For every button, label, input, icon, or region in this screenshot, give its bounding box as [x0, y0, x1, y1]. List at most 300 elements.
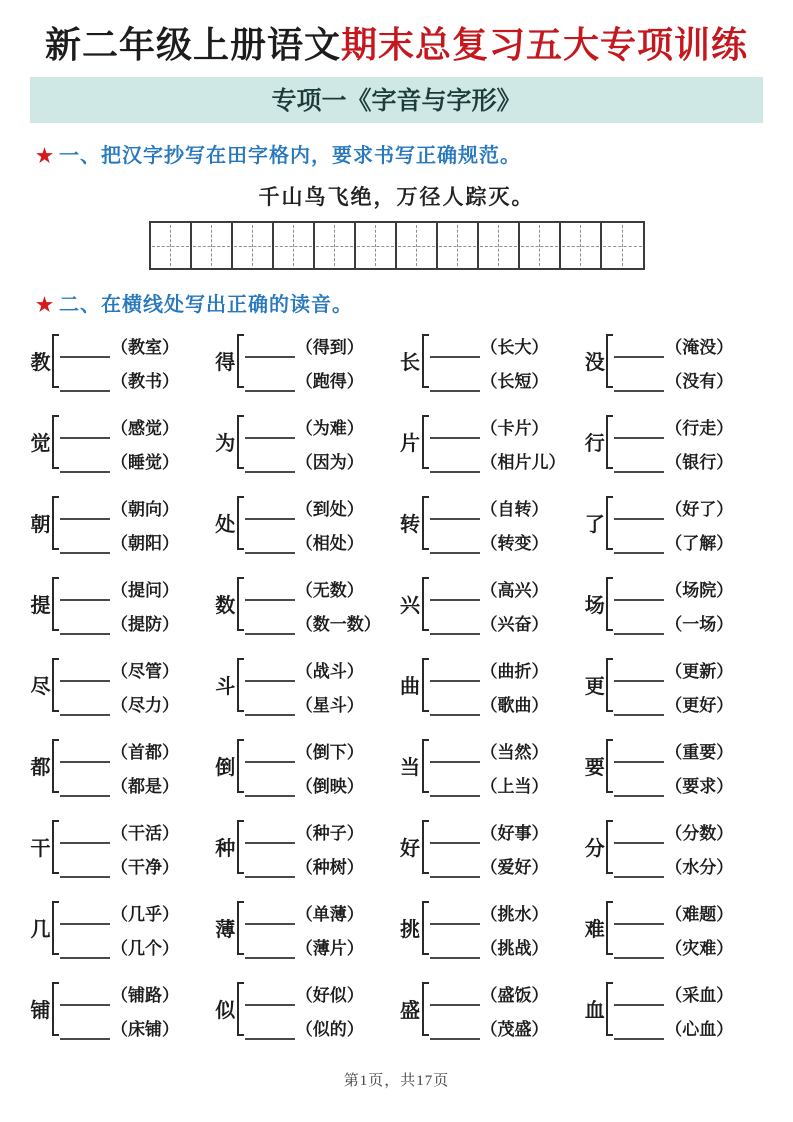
- group-character: 斗: [215, 676, 236, 699]
- bracket-shape: [52, 901, 59, 955]
- group-character: 分: [584, 838, 605, 861]
- word-label: （长大）: [480, 337, 549, 357]
- answer-blank: [245, 329, 295, 358]
- word-label: （了解）: [665, 533, 734, 553]
- word-label: （要求）: [665, 776, 734, 796]
- word-pairs: [245, 734, 364, 797]
- bracket-shape: [52, 577, 59, 631]
- word-group: [584, 973, 769, 1044]
- word-label: （几乎）: [111, 904, 179, 924]
- word-pair-row: [245, 653, 364, 682]
- answer-blank: [614, 653, 664, 682]
- word-label: （到处）: [295, 499, 364, 519]
- word-pairs: [245, 572, 381, 635]
- group-character: 转: [400, 514, 420, 537]
- bracket-shape: [237, 901, 244, 955]
- word-pair-row: [614, 363, 733, 392]
- word-label: （教室）: [111, 337, 179, 357]
- word-pair-row: [430, 930, 549, 959]
- group-character: 行: [584, 433, 605, 456]
- bracket-shape: [422, 820, 429, 874]
- word-pair-row: [245, 977, 364, 1006]
- answer-blank: [60, 1011, 110, 1040]
- word-label: （星斗）: [295, 695, 364, 715]
- dashed-horizontal-guide: [193, 246, 230, 247]
- word-pair-row: [245, 525, 364, 554]
- word-pairs: [245, 491, 364, 554]
- word-pair-row: [614, 606, 733, 635]
- bracket-shape: [422, 496, 429, 550]
- word-group: [30, 406, 215, 477]
- answer-blank: [614, 491, 664, 520]
- answer-blank: [614, 930, 664, 959]
- word-pair-row: [430, 525, 549, 554]
- word-pair-row: [60, 329, 179, 358]
- word-label: （自转）: [480, 499, 549, 519]
- word-label: （教书）: [111, 371, 179, 391]
- section2-heading-text: 二、在横线处写出正确的读音。: [59, 294, 354, 317]
- word-label: （高兴）: [480, 580, 549, 600]
- answer-blank: [60, 363, 110, 392]
- bracket-shape: [237, 820, 244, 874]
- answer-blank: [60, 606, 110, 635]
- writing-grid-cell: [438, 223, 479, 268]
- word-pair-row: [614, 687, 733, 716]
- word-group: [30, 811, 215, 882]
- word-label: （倒下）: [295, 742, 364, 762]
- group-character: 倒: [215, 757, 236, 780]
- writing-grid-cell: [356, 223, 397, 268]
- word-label: （上当）: [480, 776, 549, 796]
- word-pairs: [614, 572, 733, 635]
- answer-blank: [430, 734, 480, 763]
- group-character: 更: [584, 676, 605, 699]
- word-pair-row: [614, 734, 733, 763]
- word-pair-row: [614, 896, 733, 925]
- answer-blank: [430, 815, 480, 844]
- word-pairs: [60, 815, 179, 878]
- word-group: [400, 649, 585, 720]
- word-group: [584, 892, 769, 963]
- section2-heading: [36, 288, 793, 317]
- word-pairs: [614, 491, 733, 554]
- group-character: 挑: [400, 919, 420, 942]
- section1-heading: [36, 139, 793, 168]
- word-label: （似的）: [295, 1019, 364, 1039]
- group-character: 提: [30, 595, 51, 618]
- answer-blank: [430, 653, 480, 682]
- group-character: 几: [30, 919, 51, 942]
- word-pair-row: [245, 606, 381, 635]
- word-pair-row: [245, 329, 364, 358]
- group-character: 朝: [30, 514, 51, 537]
- word-label: （更新）: [665, 661, 734, 681]
- word-pair-row: [245, 491, 364, 520]
- group-character: 铺: [30, 1000, 51, 1023]
- word-pair-row: [60, 815, 179, 844]
- word-group: [584, 406, 769, 477]
- group-character: 要: [584, 757, 605, 780]
- word-label: （灾难）: [665, 938, 734, 958]
- word-group: [215, 568, 400, 639]
- word-group: [400, 730, 585, 801]
- word-group: [584, 325, 769, 396]
- word-pair-row: [614, 930, 733, 959]
- word-label: （几个）: [111, 938, 179, 958]
- word-pair-row: [430, 363, 549, 392]
- word-pair-row: [430, 815, 549, 844]
- word-pair-row: [430, 606, 549, 635]
- answer-blank: [60, 687, 110, 716]
- word-pairs: [60, 410, 179, 473]
- word-pairs: [430, 815, 549, 878]
- star-icon: ★: [36, 146, 55, 168]
- word-pair-row: [245, 1011, 364, 1040]
- word-pair-row: [430, 687, 549, 716]
- word-label: （种子）: [295, 823, 364, 843]
- answer-blank: [245, 977, 295, 1006]
- word-pair-row: [614, 410, 733, 439]
- answer-blank: [430, 849, 480, 878]
- word-pair-row: [60, 977, 179, 1006]
- word-group: [584, 649, 769, 720]
- dashed-horizontal-guide: [275, 246, 312, 247]
- word-pair-row: [60, 444, 179, 473]
- word-pair-row: [430, 1011, 549, 1040]
- writing-grid-cell: [397, 223, 438, 268]
- word-pairs: [430, 572, 549, 635]
- answer-blank: [60, 896, 110, 925]
- word-pair-row: [245, 687, 364, 716]
- group-character: 血: [584, 1000, 605, 1023]
- word-pair-row: [60, 930, 179, 959]
- word-group: [30, 973, 215, 1044]
- word-label: （行走）: [665, 418, 734, 438]
- answer-blank: [430, 491, 480, 520]
- bracket-shape: [606, 577, 613, 631]
- group-character: 尽: [30, 676, 51, 699]
- dashed-horizontal-guide: [439, 246, 476, 247]
- bracket-shape: [237, 496, 244, 550]
- bracket-shape: [606, 334, 613, 388]
- word-pair-row: [430, 734, 549, 763]
- word-label: （挑水）: [480, 904, 549, 924]
- word-label: （爱好）: [480, 857, 549, 877]
- title-red-part: 期末总复习五大专项训练: [341, 25, 749, 65]
- word-group: [584, 811, 769, 882]
- word-pair-row: [60, 525, 179, 554]
- answer-blank: [60, 444, 110, 473]
- group-character: 了: [584, 514, 605, 537]
- word-group: [215, 892, 400, 963]
- word-pair-row: [245, 896, 364, 925]
- answer-blank: [245, 1011, 295, 1040]
- word-label: （盛饭）: [480, 985, 549, 1005]
- word-pair-row: [430, 444, 566, 473]
- writing-grid-cell: [602, 223, 643, 268]
- dashed-horizontal-guide: [521, 246, 558, 247]
- word-pairs: [430, 653, 549, 716]
- dashed-horizontal-guide: [316, 246, 353, 247]
- word-pairs: [60, 977, 179, 1040]
- word-pair-row: [245, 363, 364, 392]
- group-character: 长: [400, 352, 420, 375]
- word-group: [400, 811, 585, 882]
- answer-blank: [430, 525, 480, 554]
- answer-blank: [245, 687, 295, 716]
- word-label: （提防）: [111, 614, 179, 634]
- word-label: （水分）: [665, 857, 734, 877]
- answer-blank: [245, 815, 295, 844]
- word-label: （没有）: [665, 371, 734, 391]
- word-label: （尽力）: [111, 695, 179, 715]
- word-pairs: [430, 734, 549, 797]
- bracket-shape: [606, 982, 613, 1036]
- answer-blank: [614, 363, 664, 392]
- word-group: [215, 730, 400, 801]
- word-label: （无数）: [295, 580, 364, 600]
- writing-grid-cell: [561, 223, 602, 268]
- answer-blank: [245, 363, 295, 392]
- word-label: （朝阳）: [111, 533, 179, 553]
- word-group: [30, 892, 215, 963]
- answer-blank: [245, 734, 295, 763]
- answer-blank: [614, 329, 664, 358]
- answer-blank: [614, 444, 664, 473]
- word-label: （相片儿）: [480, 452, 566, 472]
- answer-blank: [614, 687, 664, 716]
- writing-grid-cell: [520, 223, 561, 268]
- word-label: （歌曲）: [480, 695, 549, 715]
- word-group: [400, 406, 585, 477]
- group-character: 盛: [400, 1000, 420, 1023]
- word-group: [215, 811, 400, 882]
- answer-blank: [614, 768, 664, 797]
- answer-blank: [614, 734, 664, 763]
- word-pair-row: [430, 977, 549, 1006]
- word-label: （兴奋）: [480, 614, 549, 634]
- word-pair-row: [60, 363, 179, 392]
- word-label: （卡片）: [480, 418, 549, 438]
- word-label: （曲折）: [480, 661, 549, 681]
- bracket-shape: [422, 739, 429, 793]
- word-pairs: [430, 977, 549, 1040]
- answer-blank: [60, 849, 110, 878]
- bracket-shape: [52, 658, 59, 712]
- word-group: [400, 325, 585, 396]
- answer-blank: [60, 525, 110, 554]
- answer-blank: [614, 896, 664, 925]
- bracket-shape: [237, 658, 244, 712]
- answer-blank: [60, 491, 110, 520]
- group-character: 曲: [400, 676, 420, 699]
- word-pairs: [60, 491, 179, 554]
- bracket-shape: [237, 577, 244, 631]
- word-pair-row: [60, 896, 179, 925]
- dashed-horizontal-guide: [603, 246, 642, 247]
- answer-blank: [245, 896, 295, 925]
- answer-blank: [245, 572, 295, 601]
- word-pair-row: [614, 768, 733, 797]
- group-character: 教: [30, 352, 51, 375]
- word-label: （倒映）: [295, 776, 364, 796]
- answer-blank: [245, 768, 295, 797]
- word-group: [215, 406, 400, 477]
- word-label: （挑战）: [480, 938, 549, 958]
- word-group: [30, 649, 215, 720]
- page-title: [0, 24, 793, 67]
- word-label: （重要）: [665, 742, 734, 762]
- word-label: （一场）: [665, 614, 734, 634]
- group-character: 难: [584, 919, 605, 942]
- bracket-shape: [422, 982, 429, 1036]
- word-pair-row: [245, 410, 364, 439]
- word-label: （床铺）: [111, 1019, 179, 1039]
- word-pair-row: [614, 815, 733, 844]
- dashed-horizontal-guide: [234, 246, 271, 247]
- answer-blank: [430, 329, 480, 358]
- answer-blank: [430, 572, 480, 601]
- answer-blank: [430, 687, 480, 716]
- dashed-horizontal-guide: [562, 246, 599, 247]
- word-label: （尽管）: [111, 661, 179, 681]
- word-pairs: [614, 653, 733, 716]
- word-label: （朝向）: [111, 499, 179, 519]
- word-pair-row: [430, 329, 549, 358]
- bracket-shape: [52, 415, 59, 469]
- word-group: [400, 892, 585, 963]
- word-pair-row: [430, 653, 549, 682]
- word-label: （好了）: [665, 499, 734, 519]
- word-label: （干活）: [111, 823, 179, 843]
- word-group: [30, 730, 215, 801]
- word-label: （感觉）: [111, 418, 179, 438]
- word-label: （干净）: [111, 857, 179, 877]
- word-label: （心血）: [665, 1019, 734, 1039]
- answer-blank: [430, 1011, 480, 1040]
- word-label: （提问）: [111, 580, 179, 600]
- word-label: （难题）: [665, 904, 734, 924]
- word-pair-row: [614, 653, 733, 682]
- bracket-shape: [237, 739, 244, 793]
- writing-grid-cell: [233, 223, 274, 268]
- word-pairs: [60, 734, 179, 797]
- bracket-shape: [606, 901, 613, 955]
- copy-sentence: 千山鸟飞绝，万径人踪灭。: [258, 185, 535, 210]
- word-pair-row: [614, 329, 733, 358]
- word-pairs: [430, 896, 549, 959]
- word-pairs: [614, 896, 733, 959]
- word-pairs: [60, 572, 179, 635]
- bracket-shape: [422, 577, 429, 631]
- writing-grid-cell: [315, 223, 356, 268]
- answer-blank: [245, 606, 295, 635]
- answer-blank: [430, 606, 480, 635]
- bracket-shape: [52, 820, 59, 874]
- word-pair-row: [60, 1011, 179, 1040]
- word-label: （为难）: [295, 418, 364, 438]
- dashed-horizontal-guide: [398, 246, 435, 247]
- word-pair-row: [430, 410, 566, 439]
- word-group: [215, 649, 400, 720]
- section1-heading-text: 一、把汉字抄写在田字格内，要求书写正确规范。: [59, 145, 522, 168]
- group-character: 数: [215, 595, 236, 618]
- answer-blank: [60, 572, 110, 601]
- word-pair-row: [60, 734, 179, 763]
- page-number: 第1页，共17页: [343, 1073, 450, 1089]
- answer-blank: [614, 606, 664, 635]
- word-group: [584, 487, 769, 558]
- word-pair-row: [245, 734, 364, 763]
- word-label: （战斗）: [295, 661, 364, 681]
- group-character: 好: [400, 838, 420, 861]
- word-label: （采血）: [665, 985, 734, 1005]
- word-pair-row: [614, 1011, 733, 1040]
- word-label: （铺路）: [111, 985, 179, 1005]
- bracket-shape: [422, 415, 429, 469]
- word-group: [30, 487, 215, 558]
- dashed-horizontal-guide: [480, 246, 517, 247]
- word-group: [30, 568, 215, 639]
- bracket-shape: [237, 415, 244, 469]
- word-label: （跑得）: [295, 371, 364, 391]
- word-group: [400, 973, 585, 1044]
- word-pairs: [430, 491, 549, 554]
- bracket-shape: [52, 334, 59, 388]
- group-character: 没: [584, 352, 605, 375]
- banner-text: 专项一《字音与字形》: [271, 88, 522, 116]
- word-pair-row: [245, 849, 364, 878]
- answer-blank: [614, 572, 664, 601]
- dashed-horizontal-guide: [152, 246, 189, 247]
- dashed-horizontal-guide: [357, 246, 394, 247]
- group-character: 都: [30, 757, 51, 780]
- word-label: （因为）: [295, 452, 364, 472]
- answer-blank: [430, 410, 480, 439]
- word-label: （数一数）: [295, 614, 381, 634]
- word-pair-row: [60, 572, 179, 601]
- answer-blank: [60, 930, 110, 959]
- word-pair-row: [614, 525, 733, 554]
- word-label: （好似）: [295, 985, 364, 1005]
- answer-blank: [430, 896, 480, 925]
- word-label: （薄片）: [295, 938, 364, 958]
- word-group: [215, 325, 400, 396]
- word-pair-row: [245, 572, 381, 601]
- bracket-shape: [606, 496, 613, 550]
- word-pairs: [614, 815, 733, 878]
- word-pair-row: [245, 930, 364, 959]
- word-pair-row: [60, 653, 179, 682]
- word-pair-row: [245, 444, 364, 473]
- word-label: （分数）: [665, 823, 734, 843]
- word-pair-row: [60, 606, 179, 635]
- answer-blank: [430, 977, 480, 1006]
- word-label: （相处）: [295, 533, 364, 553]
- group-character: 场: [584, 595, 605, 618]
- bracket-shape: [606, 739, 613, 793]
- word-label: （睡觉）: [111, 452, 179, 472]
- pronunciation-exercise: [0, 317, 793, 1044]
- word-label: （首都）: [111, 742, 179, 762]
- answer-blank: [245, 525, 295, 554]
- word-label: （当然）: [480, 742, 549, 762]
- word-pairs: [614, 734, 733, 797]
- group-character: 薄: [215, 919, 236, 942]
- word-pair-row: [60, 410, 179, 439]
- word-group: [400, 487, 585, 558]
- bracket-shape: [606, 658, 613, 712]
